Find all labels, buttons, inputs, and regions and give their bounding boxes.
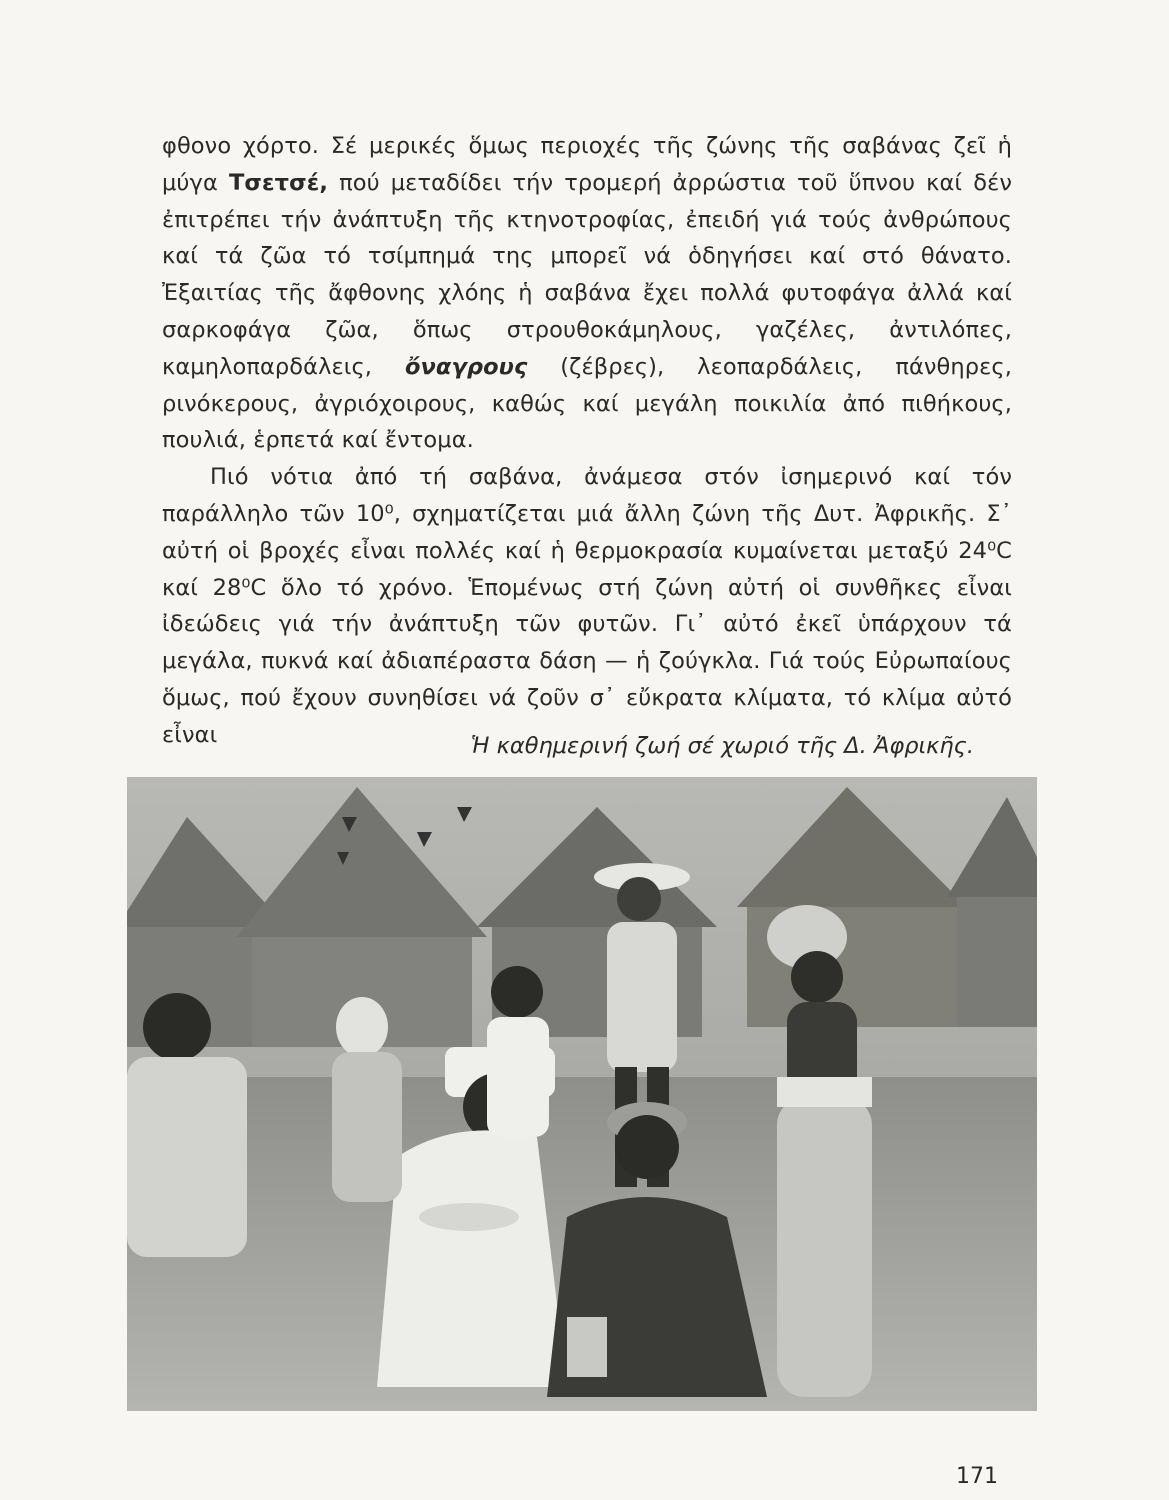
- paragraph-1-part-3: (ζέβρες), λεοπαρδάλεις, πάνθηρες, ρινόκερους, ἀγριόχοιρους, καθώς καί μεγάλη ποικιλία ἀπό πιθήκους, πουλιά, ἑρπετά καί ἔντομα.: [162, 353, 1012, 454]
- term-onagrous: ὄναγρους: [404, 353, 528, 380]
- paragraph-1-part-2: πού μεταδίδει τήν τρομερή ἀρρώστια τοῦ ὕπνου καί δέν ἐπιτρέπει τήν ἀνάπτυξη τῆς κτηνοτροφίας, ἐπειδή γιά τούς ἀνθρώπους καί τά ζῶα τό τσίμπημά της μπορεῖ νά ὁδηγήσει καί στό θάνατο. Ἐξαιτίας τῆς ἄφθονης χλόης ἡ σαβάνα ἔχει πολλά φυτοφάγα ἀλλά καί σαρκοφάγα ζῶα, ὅπως στρουθοκάμηλους, γαζέλες, ἀντιλόπες, καμηλοπαρδάλεις,: [162, 169, 1013, 380]
- bowl: [419, 1203, 519, 1231]
- paragraph-1-part-1: φθονο χόρτο. Σέ μερικές ὅμως περιοχές τῆς ζώνης τῆς σαβάνας ζεῖ ἡ μύγα: [162, 133, 1012, 196]
- photo-caption: Ἡ καθημερινή ζωή σέ χωριό τῆς Δ. Ἀφρικῆς.: [470, 733, 974, 759]
- term-tsetse: Τσετσέ,: [228, 169, 329, 196]
- village-photo: [127, 777, 1037, 1411]
- child-center: [487, 966, 549, 1137]
- page-number: 171: [956, 1464, 998, 1489]
- village-scene-illustration: [127, 777, 1037, 1411]
- paragraph-1: [162, 128, 1012, 459]
- stool: [567, 1317, 607, 1377]
- body-text: [162, 128, 1012, 754]
- paragraph-2: Πιό νότια ἀπό τή σαβάνα, ἀνάμεσα στόν ἰσημερινό καί τόν παράλληλο τῶν 10⁰, σχηματίζεται μιά ἄλλη ζώνη τῆς Δυτ. Ἀφρικῆς. Σ᾽ αὐτή οἱ βροχές εἶναι πολλές καί ἡ θερμοκρασία κυμαίνεται μεταξύ 24⁰C καί 28⁰C ὅλο τό χρόνο. Ἑπομένως στή ζώνη αὐτή οἱ συνθῆκες εἶναι ἰδεώδεις γιά τήν ἀνάπτυξη τῶν φυτῶν. Γι᾽ αὐτό ἐκεῖ ὑπάρχουν τά μεγάλα, πυκνά καί ἀδιαπέραστα δάση — ἡ ζούγκλα. Γιά τούς Εὐρωπαίους ὅμως, πού ἔχουν συνηθίσει νά ζοῦν σ᾽ εὔκρατα κλίματα, τό κλίμα αὐτό εἶναι: [162, 464, 1012, 748]
